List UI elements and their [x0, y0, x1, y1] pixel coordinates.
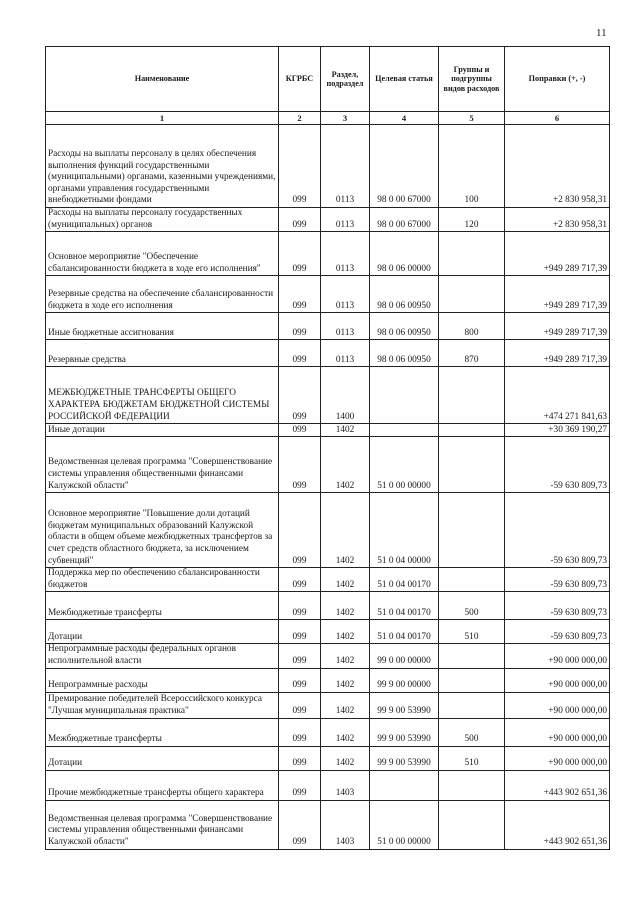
row-kgrbs: 099	[279, 437, 321, 493]
row-name: Основное мероприятие "Повышение доли дотаций бюджетам муниципальных образований Калужской области в общем объеме межбюджетных трансфертов за счет средств областного бюджета, за исключением субвенций"	[46, 493, 279, 568]
row-kgrbs: 099	[279, 493, 321, 568]
row-target-article: 99 9 00 53990	[370, 692, 439, 718]
row-amount: +949 289 717,39	[505, 313, 610, 340]
row-expense-group: 120	[439, 208, 505, 232]
page-number: 11	[596, 27, 607, 39]
row-target-article	[370, 770, 439, 800]
row-section: 1400	[321, 367, 370, 424]
row-amount: +474 271 841,63	[505, 367, 610, 424]
row-amount: -59 630 809,73	[505, 592, 610, 620]
row-section: 1402	[321, 668, 370, 692]
row-amount: +90 000 000,00	[505, 668, 610, 692]
header-section: Раздел, подраздел	[321, 47, 370, 112]
row-target-article: 98 0 06 00000	[370, 232, 439, 276]
row-expense-group: 800	[439, 313, 505, 340]
table-row	[46, 424, 610, 437]
row-expense-group: 100	[439, 125, 505, 208]
row-target-article: 98 0 06 00950	[370, 340, 439, 367]
row-expense-group: 510	[439, 620, 505, 644]
row-name: Дотации	[46, 746, 279, 770]
header-target: Целевая статья	[370, 47, 439, 112]
row-name: Ведомственная целевая программа "Совершенствование системы управления общественными финансами Калужской области"	[46, 437, 279, 493]
row-name: Непрограммные расходы федеральных органов исполнительной власти	[46, 644, 279, 668]
row-name: Расходы на выплаты персоналу государственных (муниципальных) органов	[46, 208, 279, 232]
row-target-article: 98 0 00 67000	[370, 125, 439, 208]
row-name: Межбюджетные трансферты	[46, 592, 279, 620]
row-section: 1402	[321, 592, 370, 620]
row-section: 1403	[321, 800, 370, 849]
table-row	[46, 276, 610, 313]
row-amount: +90 000 000,00	[505, 718, 610, 746]
table-row	[46, 232, 610, 276]
row-section: 0113	[321, 313, 370, 340]
row-amount: -59 630 809,73	[505, 437, 610, 493]
row-target-article	[370, 367, 439, 424]
row-section: 1402	[321, 718, 370, 746]
table-row	[46, 592, 610, 620]
budget-amendments-table	[45, 46, 610, 850]
row-target-article: 99 0 00 00000	[370, 644, 439, 668]
header-name: Наименование	[46, 47, 279, 112]
row-amount: +949 289 717,39	[505, 276, 610, 313]
row-section: 0113	[321, 276, 370, 313]
row-kgrbs: 099	[279, 313, 321, 340]
row-kgrbs: 099	[279, 692, 321, 718]
row-kgrbs: 099	[279, 208, 321, 232]
row-expense-group	[439, 668, 505, 692]
row-amount: +90 000 000,00	[505, 644, 610, 668]
row-target-article: 99 9 00 53990	[370, 746, 439, 770]
row-kgrbs: 099	[279, 340, 321, 367]
row-kgrbs: 099	[279, 620, 321, 644]
row-expense-group	[439, 367, 505, 424]
row-section: 1402	[321, 692, 370, 718]
row-amount: +949 289 717,39	[505, 340, 610, 367]
row-amount: -59 630 809,73	[505, 568, 610, 592]
table-row	[46, 208, 610, 232]
row-kgrbs: 099	[279, 592, 321, 620]
row-target-article: 98 0 06 00950	[370, 276, 439, 313]
row-amount: +2 830 958,31	[505, 125, 610, 208]
row-section: 0113	[321, 232, 370, 276]
row-target-article: 51 0 00 00000	[370, 437, 439, 493]
row-target-article: 51 0 00 00000	[370, 800, 439, 849]
row-name: Расходы на выплаты персоналу в целях обеспечения выполнения функций государственными (муниципальными) органами, казенными учреждениями, органами управления государственными внебюджетными фондами	[46, 125, 279, 208]
row-target-article: 99 9 00 00000	[370, 668, 439, 692]
row-section: 1402	[321, 746, 370, 770]
table-row	[46, 340, 610, 367]
row-name: Ведомственная целевая программа "Совершенствование системы управления общественными финансами Калужской области"	[46, 800, 279, 849]
row-target-article	[370, 424, 439, 437]
row-kgrbs: 099	[279, 367, 321, 424]
row-name: Дотации	[46, 620, 279, 644]
row-kgrbs: 099	[279, 644, 321, 668]
table-header-row	[46, 47, 610, 112]
row-target-article: 51 0 04 00170	[370, 620, 439, 644]
row-amount: +443 902 651,36	[505, 770, 610, 800]
row-name: Поддержка мер по обеспечению сбалансированности бюджетов	[46, 568, 279, 592]
table-row	[46, 718, 610, 746]
table-row	[46, 746, 610, 770]
row-section: 0113	[321, 208, 370, 232]
row-kgrbs: 099	[279, 232, 321, 276]
table-row	[46, 770, 610, 800]
row-expense-group	[439, 692, 505, 718]
row-kgrbs: 099	[279, 718, 321, 746]
row-amount: +90 000 000,00	[505, 746, 610, 770]
row-section: 1402	[321, 644, 370, 668]
row-target-article: 98 0 06 00950	[370, 313, 439, 340]
column-number: 1	[46, 112, 279, 125]
row-expense-group: 870	[439, 340, 505, 367]
row-name: Премирование победителей Всероссийского конкурса "Лучшая муниципальная практика"	[46, 692, 279, 718]
column-number: 6	[505, 112, 610, 125]
row-name: Резервные средства	[46, 340, 279, 367]
row-name: Межбюджетные трансферты	[46, 718, 279, 746]
row-expense-group	[439, 644, 505, 668]
row-amount: +2 830 958,31	[505, 208, 610, 232]
row-section: 1402	[321, 424, 370, 437]
table-row	[46, 620, 610, 644]
row-amount: +949 289 717,39	[505, 232, 610, 276]
row-target-article: 51 0 04 00170	[370, 568, 439, 592]
header-kgrbs: КГРБС	[279, 47, 321, 112]
row-kgrbs: 099	[279, 800, 321, 849]
table-row	[46, 437, 610, 493]
row-expense-group	[439, 770, 505, 800]
row-name: Иные дотации	[46, 424, 279, 437]
table-row	[46, 692, 610, 718]
row-section: 1402	[321, 620, 370, 644]
row-name: Резервные средства на обеспечение сбалансированности бюджета в ходе его исполнения	[46, 276, 279, 313]
table-row	[46, 367, 610, 424]
row-kgrbs: 099	[279, 746, 321, 770]
row-expense-group	[439, 568, 505, 592]
table-row	[46, 313, 610, 340]
row-target-article: 51 0 04 00000	[370, 493, 439, 568]
table-row	[46, 568, 610, 592]
row-expense-group: 510	[439, 746, 505, 770]
row-amount: -59 630 809,73	[505, 620, 610, 644]
column-number: 3	[321, 112, 370, 125]
row-expense-group	[439, 437, 505, 493]
row-expense-group	[439, 800, 505, 849]
row-name: Непрограммные расходы	[46, 668, 279, 692]
row-expense-group: 500	[439, 718, 505, 746]
row-kgrbs: 099	[279, 568, 321, 592]
row-kgrbs: 099	[279, 668, 321, 692]
column-number-row	[46, 112, 610, 125]
row-name: Основное мероприятие "Обеспечение сбалансированности бюджета в ходе его исполнения"	[46, 232, 279, 276]
row-target-article: 51 0 04 00170	[370, 592, 439, 620]
row-section: 0113	[321, 340, 370, 367]
row-name: Иные бюджетные ассигнования	[46, 313, 279, 340]
row-section: 1403	[321, 770, 370, 800]
column-number: 5	[439, 112, 505, 125]
row-expense-group	[439, 276, 505, 313]
column-number: 4	[370, 112, 439, 125]
row-kgrbs: 099	[279, 276, 321, 313]
row-kgrbs: 099	[279, 770, 321, 800]
table-row	[46, 125, 610, 208]
table-row	[46, 800, 610, 849]
table-row	[46, 668, 610, 692]
row-name: Прочие межбюджетные трансферты общего характера	[46, 770, 279, 800]
header-groups: Группы и подгруппы видов расходов	[439, 47, 505, 112]
row-section: 0113	[321, 125, 370, 208]
row-expense-group	[439, 424, 505, 437]
row-section: 1402	[321, 568, 370, 592]
row-amount: +30 369 190,27	[505, 424, 610, 437]
row-amount: +443 902 651,36	[505, 800, 610, 849]
header-amendments: Поправки (+, -)	[505, 47, 610, 112]
row-section: 1402	[321, 493, 370, 568]
row-name: МЕЖБЮДЖЕТНЫЕ ТРАНСФЕРТЫ ОБЩЕГО ХАРАКТЕРА БЮДЖЕТАМ БЮДЖЕТНОЙ СИСТЕМЫ РОССИЙСКОЙ ФЕДЕРАЦИИ	[46, 367, 279, 424]
row-amount: +90 000 000,00	[505, 692, 610, 718]
column-number: 2	[279, 112, 321, 125]
row-target-article: 98 0 00 67000	[370, 208, 439, 232]
row-target-article: 99 9 00 53990	[370, 718, 439, 746]
row-expense-group: 500	[439, 592, 505, 620]
table-row	[46, 493, 610, 568]
row-section: 1402	[321, 437, 370, 493]
table-row	[46, 644, 610, 668]
row-kgrbs: 099	[279, 125, 321, 208]
row-kgrbs: 099	[279, 424, 321, 437]
row-expense-group	[439, 493, 505, 568]
row-amount: -59 630 809,73	[505, 493, 610, 568]
row-expense-group	[439, 232, 505, 276]
